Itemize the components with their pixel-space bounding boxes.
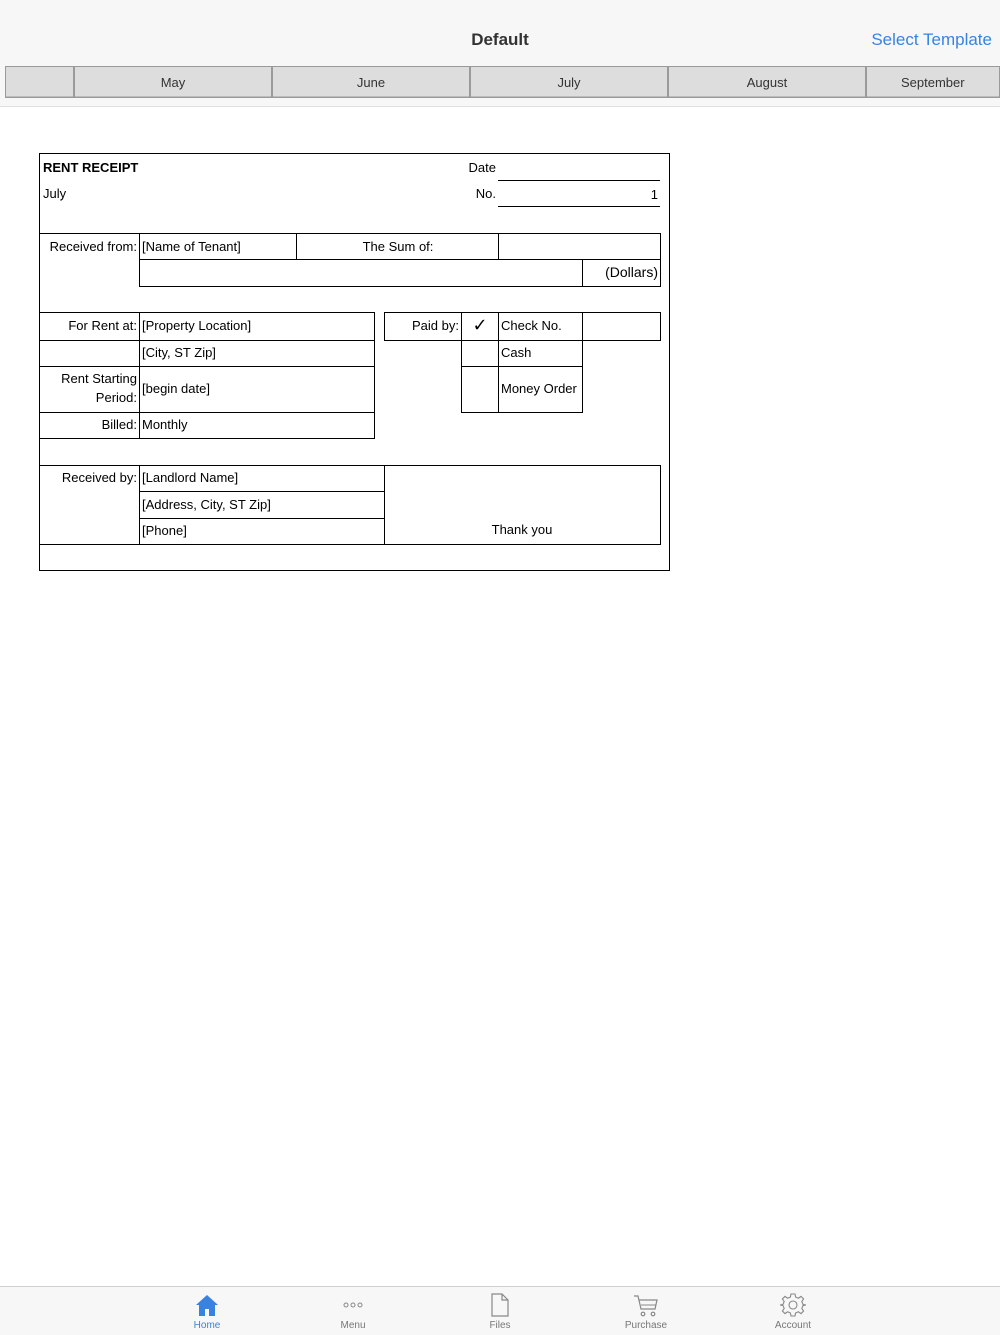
- month-tab-september[interactable]: September: [866, 66, 1000, 98]
- rent-starting-label-line1: Rent Starting: [61, 371, 137, 386]
- paid-by-label: Paid by:: [412, 318, 459, 333]
- tab-home[interactable]: [167, 1287, 247, 1335]
- receipt-title: RENT RECEIPT: [43, 160, 139, 175]
- tab-account-label: Account: [774, 1320, 812, 1331]
- billed-value-field[interactable]: Monthly: [142, 417, 188, 432]
- month-tab-blank[interactable]: [5, 66, 74, 98]
- property-location-field[interactable]: [Property Location]: [142, 318, 252, 333]
- home-icon: [194, 1292, 220, 1318]
- navigation-bar: [0, 0, 1000, 63]
- city-state-zip-field[interactable]: [City, ST Zip]: [142, 345, 216, 360]
- tab-files[interactable]: [460, 1287, 540, 1335]
- dollars-label: (Dollars): [605, 264, 658, 280]
- received-by-label: Received by:: [61, 470, 137, 485]
- rent-receipt-sheet: [39, 153, 670, 571]
- date-underline: [498, 180, 660, 181]
- check-no-label: Check No.: [501, 318, 562, 333]
- date-label: Date: [468, 160, 496, 175]
- month-tab-august[interactable]: August: [668, 66, 866, 98]
- page-title: Default: [471, 30, 529, 49]
- select-template-button[interactable]: Select Template: [871, 30, 992, 49]
- cart-icon: [633, 1292, 659, 1318]
- begin-date-field[interactable]: [begin date]: [142, 381, 210, 396]
- billed-label: Billed:: [101, 417, 137, 432]
- received-from-label: Received from:: [49, 239, 137, 254]
- tenant-name-field[interactable]: [Name of Tenant]: [142, 239, 241, 254]
- rent-starting-label-line2: Period:: [95, 390, 137, 405]
- sum-label: The Sum of:: [362, 239, 434, 254]
- file-icon: [487, 1292, 513, 1318]
- tab-home-label: Home: [193, 1320, 221, 1331]
- check-payment-checkbox[interactable]: ✓: [472, 315, 488, 335]
- receipt-month: July: [43, 186, 67, 201]
- for-rent-label: For Rent at:: [68, 318, 137, 333]
- month-tab-may[interactable]: May: [74, 66, 272, 98]
- landlord-address-field[interactable]: [Address, City, ST Zip]: [142, 497, 271, 512]
- month-tab-july[interactable]: July: [470, 66, 668, 98]
- tab-menu-label: Menu: [340, 1320, 366, 1331]
- tab-menu[interactable]: [313, 1287, 393, 1335]
- landlord-phone-field[interactable]: [Phone]: [142, 523, 187, 538]
- money-order-label: Money Order: [501, 381, 577, 396]
- no-value[interactable]: 1: [650, 187, 658, 202]
- no-label: No.: [475, 186, 496, 201]
- cash-payment-checkbox[interactable]: [462, 343, 498, 365]
- month-tab-june[interactable]: June: [272, 66, 470, 98]
- bottom-tab-bar: [0, 1286, 1000, 1335]
- tab-purchase[interactable]: [606, 1287, 686, 1335]
- month-tab-strip: [0, 62, 1000, 107]
- landlord-name-field[interactable]: [Landlord Name]: [142, 470, 239, 485]
- more-icon: [340, 1292, 366, 1318]
- tab-files-label: Files: [489, 1320, 511, 1331]
- tab-purchase-label: Purchase: [624, 1320, 668, 1331]
- no-underline: [498, 206, 660, 207]
- tab-account[interactable]: [753, 1287, 833, 1335]
- gear-icon: [780, 1292, 806, 1318]
- money-order-payment-checkbox[interactable]: [462, 369, 498, 411]
- thank-you-note: Thank you: [491, 522, 553, 537]
- cash-label: Cash: [501, 345, 532, 360]
